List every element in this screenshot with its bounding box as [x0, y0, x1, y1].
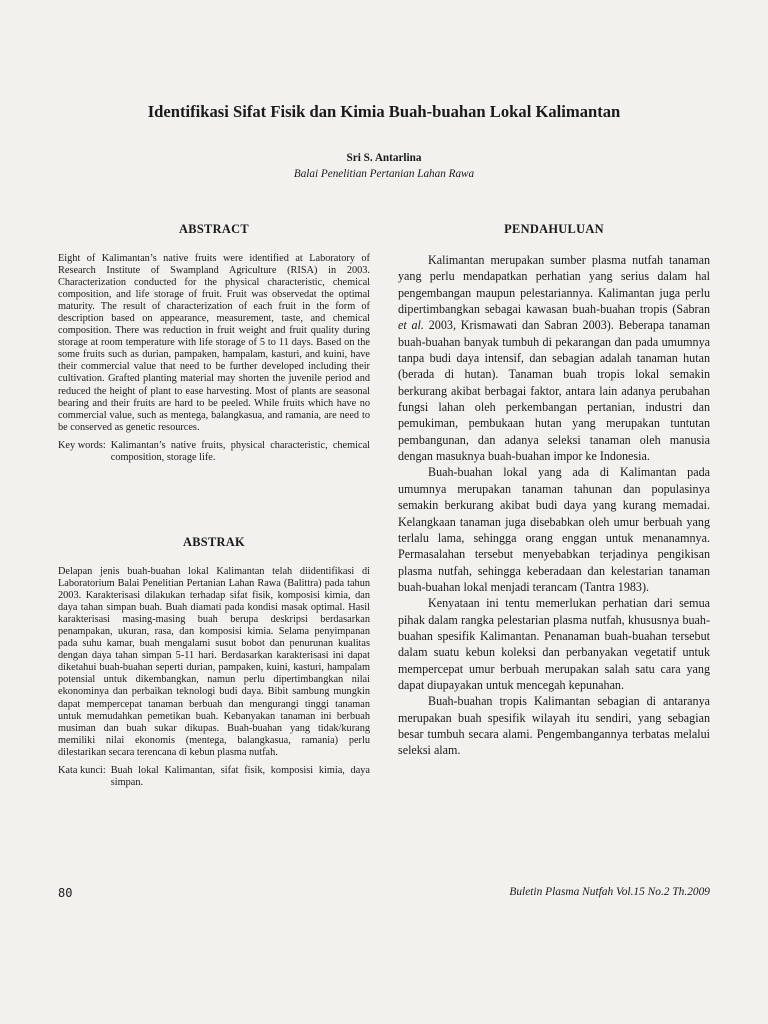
abstrak-section [58, 566, 370, 789]
pendahuluan-paragraph-1 [398, 252, 710, 464]
pendahuluan-section [398, 252, 710, 759]
et-al-citation: et al. [398, 318, 424, 333]
abstract-heading-block [58, 222, 370, 237]
kata-kunci-label: Kata kunci: [58, 764, 106, 776]
author-name: Sri S. Antarlina [346, 152, 422, 164]
abstrak-body: Delapan jenis buah-buahan lokal Kalimantan telah diidentifikasi di Laboratorium Balai Penelitian Pertanian Lahan Rawa (Balittra) pada tahun 2003. Karakterisasi dilakukan terhadap sifat fisik, komposisi kimia, dan daya tahan simpan buah. Buah diamati pada kondisi masak optimal. Hasil karakterisasi masing-masing buah berupa deskripsi berdasarkan penampakan, ukuran, rasa, dan komposisi kimia. Selama penyimpanan pada suhu kamar, buah mengalami susut bobot dan penurunan kualitas dengan daya tahan simpan 5-11 hari. Berdasarkan karakterisasi ini dapat diketahui buah-buahan seperti durian, pampaken, kuini, kasturi, hampalam potensial untuk dikembangkan, namun perlu dipertimbangkan nilai ekonominya dan perbaikan teknologi budi daya. Bibit sambung mungkin dapat mempercepat tanaman berbuah dan mengurangi tinggi tanaman untuk memudahkan pemetikan buah. Kebanyakan tanaman ini berbuah musiman dan buah sukar dikupas. Buah-buahan yang tidak/kurang memiliki nilai ekonomis (mentega, balangkasua, ramania) perlu dilestarikan secara terencana di kebun plasma nutfah. [58, 566, 370, 758]
keywords-label: Key words: [58, 439, 106, 451]
paragraph-1-text-b: 2003, Krismawati dan Sabran 2003). Beberapa tanaman buah-buahan banyak tumbuh di pekarangan dan pada umumnya tanpa budi daya intensif, dan sebagian adalah tanaman hutan (berada di hutan). Tanaman buah tropis lokal semakin berkurang akibat berbagai faktor, antara lain adanya perubahan fungsi lahan oleh perkembangan pertanian, industri dan pemukiman, pembukaan hutan yang merupakan tuntutan pembangunan, dan adanya seleksi tanaman oleh manusia dengan masuknya buah-buahan impor ke Indonesia. [398, 318, 711, 464]
journal-citation: Buletin Plasma Nutfah Vol.15 No.2 Th.2009 [509, 886, 710, 898]
abstrak-heading-block [58, 535, 370, 550]
author-affiliation: Balai Penelitian Pertanian Lahan Rawa [293, 168, 475, 180]
abstrak-keywords [58, 765, 370, 789]
pendahuluan-paragraph-4: Buah-buahan tropis Kalimantan sebagian di antaranya merupakan buah spesifik wilayah itu sendiri, yang sebagian besar tumbuh secara alami. Pengembangannya terbatas melalui seleksi alam. [398, 694, 710, 758]
article-title: Identifikasi Sifat Fisik dan Kimia Buah-buahan Lokal Kalimantan [147, 102, 621, 121]
kata-kunci-text: Buah lokal Kalimantan, sifat fisik, komposisi kimia, daya simpan. [110, 764, 370, 788]
keywords-text: Kalimantan’s native fruits, physical characteristic, chemical composition, storage life. [110, 439, 370, 463]
pendahuluan-paragraph-2: Buah-buahan lokal yang ada di Kalimantan pada umumnya merupakan tanaman tahunan dan populasinya semakin berkurang akibat budi daya yang kurang memadai. Kelangkaan tanaman juga disebabkan oleh umur berbuah yang terlalu lama, sehingga orang enggan untuk menanamnya. Permasalahan tersebut menyebabkan terjadinya pengikisan plasma nutfah, sehingga keberadaan dan kelestarian tanaman buah-buahan lokal menjadi terancam (Tantra 1983). [398, 465, 710, 594]
paragraph-1-text-a: Kalimantan merupakan sumber plasma nutfah tanaman yang perlu mendapatkan perhatian yang serius dalam hal pengembangan maupun pelestariannya. Kalimantan juga perlu dipertimbangkan sebagai kawasan buah-buahan tropis (Sabran [398, 253, 710, 317]
page-number: 80 [58, 886, 73, 900]
pendahuluan-heading-block [398, 222, 710, 237]
abstract-heading: ABSTRACT [179, 222, 249, 236]
abstract-keywords [58, 440, 370, 464]
abstrak-heading: ABSTRAK [182, 535, 245, 549]
abstract-section [58, 253, 370, 464]
abstract-body: Eight of Kalimantan’s native fruits were identified at Laboratory of Research Institute of Swampland Agriculture (RISA) in 2003. Characterization conducted for the physical characteristic, chemical composition, and life storage of fruit. Fruit was observedat the optimal maturity. The result of characterization of each fruit in the form of description based on appearance, measurement, taste, and chemical composition. There was reduction in fruit weight and fruit quality during storage at room temperature with life storage of 5 to 11 days. Based on the some fruits such as durian, pampaken, hampalam, kasturi, and kuini, have their commercial value that need to be further developed including their cultivation. Grafted planting material may shorten the juvenile period and reduced the height of plant to ease harvesting. Most of plants are seasonal bearing and their fruits are hard to be peeled. While fruits which have no commercial value, such as mentega, balangkasua, and ramania, are need to be conserved as genetic resources. [58, 253, 370, 433]
pendahuluan-paragraph-3: Kenyataan ini tentu memerlukan perhatian dari semua pihak dalam rangka pelestarian plasma nutfah, khususnya buah-buahan spesifik Kalimantan. Penanaman buah-buahan tersebut dalam suatu kebun koleksi dan perbanyakan vegetatif untuk mempercepat umur berbuah merupakan salah satu cara yang dapat diupayakan untuk mencegah kepunahan. [398, 596, 710, 692]
pendahuluan-heading: PENDAHULUAN [504, 222, 604, 236]
